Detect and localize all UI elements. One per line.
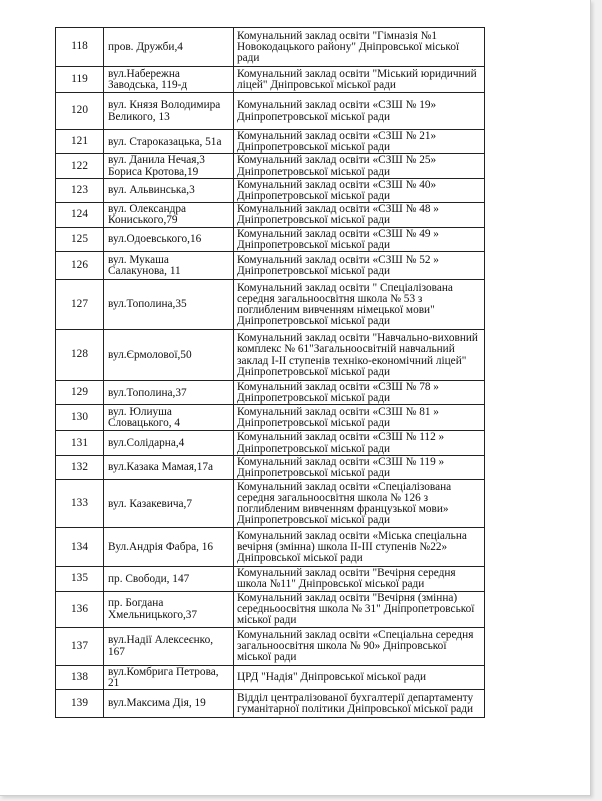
row-address: пров. Дружби,4 <box>104 28 234 67</box>
row-institution: Комунальний заклад освіти "Міський юридичний ліцей" Дніпровської міської ради <box>234 67 485 93</box>
row-number: 126 <box>56 252 104 280</box>
table-row <box>56 330 485 381</box>
row-institution: Комунальний заклад освіти «Міська спеціальна вечірня (змінна) школа ІІ-ІІІ ступенів №22» Дніпровської міської ради <box>234 528 485 567</box>
table-row <box>56 154 485 178</box>
row-institution: Комунальний заклад освіти «СЗШ № 25» Дніпропетровської міської ради <box>234 154 485 178</box>
row-institution: Комунальний заклад освіти «Спеціальна середня загальноосвітня школа № 90» Дніпровської міської ради <box>234 627 485 665</box>
row-number: 128 <box>56 330 104 381</box>
row-address: вул.Єрмолової,50 <box>104 330 234 381</box>
table-row <box>56 93 485 130</box>
row-number: 121 <box>56 130 104 154</box>
row-number: 119 <box>56 67 104 93</box>
row-number: 135 <box>56 567 104 591</box>
row-address: вул. Мукаша Салакунова, 11 <box>104 252 234 280</box>
row-institution: Комунальний заклад освіти «СЗШ № 19» Дніпропетровської міської ради <box>234 93 485 130</box>
row-number: 139 <box>56 690 104 718</box>
row-number: 122 <box>56 154 104 178</box>
row-address: вул.Тополина,35 <box>104 280 234 330</box>
table-row <box>56 203 485 227</box>
row-number: 136 <box>56 591 104 627</box>
row-institution: Комунальний заклад освіти «СЗШ № 81 » Дніпропетровської міської ради <box>234 405 485 431</box>
table-row <box>56 528 485 567</box>
row-institution: Комунальний заклад освіти «СЗШ № 48 » Дніпропетровської міської ради <box>234 203 485 227</box>
row-address: вул. Казакевича,7 <box>104 480 234 528</box>
table-row <box>56 431 485 455</box>
row-number: 134 <box>56 528 104 567</box>
row-number: 124 <box>56 203 104 227</box>
row-institution: Комунальний заклад освіти «СЗШ № 40» Дніпропетровської міської ради <box>234 178 485 202</box>
table-row <box>56 280 485 330</box>
row-address: Вул.Андрія Фабра, 16 <box>104 528 234 567</box>
row-institution: Комунальний заклад освіти "Вечірня (змінна) середньоосвітня школа № 31" Дніпропетровської міської ради <box>234 591 485 627</box>
row-address: вул. Данила Нечая,3 Бориса Кротова,19 <box>104 154 234 178</box>
row-number: 130 <box>56 405 104 431</box>
row-address: вул. Альвинська,3 <box>104 178 234 202</box>
row-number: 129 <box>56 381 104 405</box>
row-address: вул. Олександра Кониського,79 <box>104 203 234 227</box>
row-address: вул.Комбрига Петрова, 21 <box>104 665 234 689</box>
table-row <box>56 227 485 251</box>
row-institution: Комунальний заклад освіти "Вечірня середня школа №11" Дніпровської міської ради <box>234 567 485 591</box>
row-institution: Комунальний заклад освіти "Навчально-виховний комплекс № 61"Загальноосвітній навчальний заклад І-ІІ ступенів техніко-економічний ліцей" Дніпропетровської міської ради <box>234 330 485 381</box>
row-address: вул. Юлиуша Словацького, 4 <box>104 405 234 431</box>
row-address: вул. Староказацька, 51а <box>104 130 234 154</box>
row-institution: Комунальний заклад освіти " Спеціалізована середня загальноосвітня школа № 53 з поглибленим вивченням німецької мови" Дніпропетровської міської ради <box>234 280 485 330</box>
table-row <box>56 665 485 689</box>
row-address: вул.Одоевського,16 <box>104 227 234 251</box>
row-number: 127 <box>56 280 104 330</box>
table-row <box>56 405 485 431</box>
row-institution: Комунальний заклад освіти «Спеціалізована середня загальноосвітня школа № 126 з поглибленим вивченням французької мови» Дніпропетровської міської ради <box>234 480 485 528</box>
row-address: вул.Надії Алексеєнко, 167 <box>104 627 234 665</box>
row-number: 138 <box>56 665 104 689</box>
row-number: 120 <box>56 93 104 130</box>
table-row <box>56 627 485 665</box>
table-row <box>56 252 485 280</box>
row-address: вул.Казака Мамая,17а <box>104 455 234 479</box>
row-institution: ЦРД "Надія" Дніпровської міської ради <box>234 665 485 689</box>
row-institution: Відділ централізованої бухгалтерії департаменту гуманітарної політики Дніпровської міської ради <box>234 690 485 718</box>
row-address: вул. Князя Володимира Великого, 13 <box>104 93 234 130</box>
table-row <box>56 178 485 202</box>
table-row <box>56 567 485 591</box>
table-row <box>56 480 485 528</box>
row-number: 133 <box>56 480 104 528</box>
row-institution: Комунальний заклад освіти «СЗШ № 49 » Дніпропетровської міської ради <box>234 227 485 251</box>
table-row <box>56 67 485 93</box>
row-address: вул.Солідарна,4 <box>104 431 234 455</box>
row-address: пр. Свободи, 147 <box>104 567 234 591</box>
row-address: вул.Максима Дія, 19 <box>104 690 234 718</box>
row-institution: Комунальний заклад освіти «СЗШ № 52 » Дніпропетровської міської ради <box>234 252 485 280</box>
schools-table <box>55 27 485 718</box>
table-row <box>56 381 485 405</box>
table-row <box>56 28 485 67</box>
row-number: 131 <box>56 431 104 455</box>
table-row <box>56 591 485 627</box>
row-number: 125 <box>56 227 104 251</box>
row-number: 123 <box>56 178 104 202</box>
table-row <box>56 130 485 154</box>
row-address: вул.Набережна Заводська, 119-д <box>104 67 234 93</box>
row-institution: Комунальний заклад освіти «СЗШ № 112 » Дніпропетровської міської ради <box>234 431 485 455</box>
row-number: 132 <box>56 455 104 479</box>
row-address: пр. Богдана Хмельницького,37 <box>104 591 234 627</box>
row-institution: Комунальний заклад освіти «СЗШ № 21» Дніпропетровської міської ради <box>234 130 485 154</box>
table-body <box>56 28 485 718</box>
row-institution: Комунальний заклад освіти «СЗШ № 119 » Дніпропетровської міської ради <box>234 455 485 479</box>
table-row <box>56 690 485 718</box>
row-address: вул.Тополина,37 <box>104 381 234 405</box>
row-number: 137 <box>56 627 104 665</box>
row-institution: Комунальний заклад освіти «СЗШ № 78 » Дніпропетровської міської ради <box>234 381 485 405</box>
row-institution: Комунальний заклад освіти "Гімназія №1 Новокодацького району" Дніпровської міської ради <box>234 28 485 67</box>
table-row <box>56 455 485 479</box>
row-number: 118 <box>56 28 104 67</box>
